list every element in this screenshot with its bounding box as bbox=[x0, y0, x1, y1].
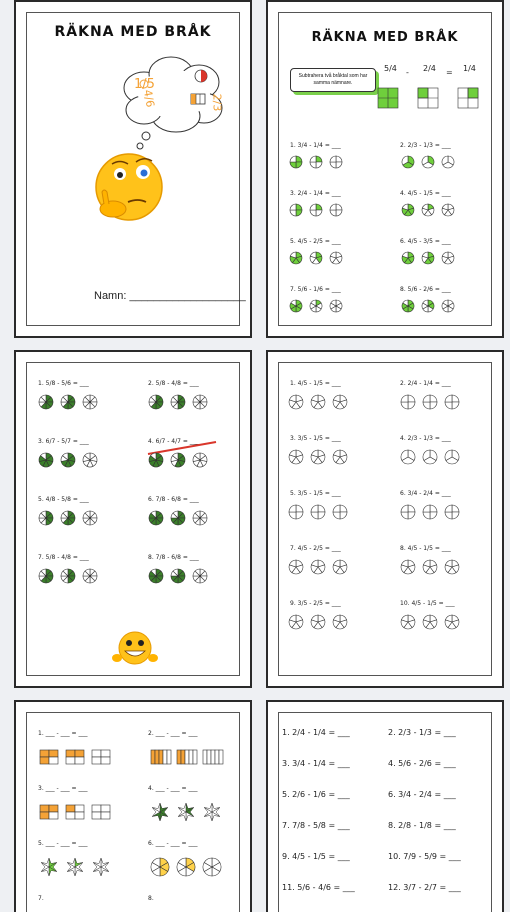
p3-problem-5-pie-3 bbox=[83, 511, 97, 525]
p2-problem-5-pie-3 bbox=[330, 252, 342, 264]
p2-problem-4-pie-2 bbox=[422, 204, 434, 216]
p3-problem-6-pie-1 bbox=[149, 511, 163, 525]
p5-problem-3-grid-3 bbox=[92, 805, 110, 819]
p3-problem-1-pie-2 bbox=[61, 395, 75, 409]
thought-pie-icon bbox=[195, 70, 207, 82]
problem-7: 7. 5/6 - 1/6 = ___ bbox=[290, 286, 341, 293]
thought-fraction-2: 4/6 bbox=[140, 88, 157, 109]
p4-problem-1-pie-1 bbox=[289, 395, 303, 409]
p4-problem-6-pie-2 bbox=[423, 505, 437, 519]
p4-problem-7-pie-3 bbox=[333, 560, 347, 574]
p4-problem-10-pie-2 bbox=[423, 615, 437, 629]
p2-problem-6-pie-2 bbox=[422, 252, 434, 264]
problem-5: 5. 2/6 - 1/6 = ___ bbox=[282, 790, 350, 799]
page-4-pie-diagrams bbox=[268, 352, 504, 688]
problem-3: 3. 6/7 - 5/7 = ___ bbox=[38, 438, 89, 445]
p3-problem-1-pie-1 bbox=[39, 395, 53, 409]
p5-problem-2-grid-1 bbox=[151, 750, 171, 764]
p5-problem-5-star-1 bbox=[41, 858, 57, 876]
problem-2: 2. 5/8 - 4/8 = ___ bbox=[148, 380, 199, 387]
p3-problem-2-pie-3 bbox=[193, 395, 207, 409]
p2-problem-3-pie-2 bbox=[310, 204, 322, 216]
cover-page[interactable] bbox=[14, 0, 252, 338]
p5-problem-6-hex-2 bbox=[177, 858, 195, 876]
p3-problem-8-pie-2 bbox=[171, 569, 185, 583]
example-result: 1/4 bbox=[463, 64, 476, 73]
p3-problem-8-pie-3 bbox=[193, 569, 207, 583]
problem-9: 9. 4/5 - 1/5 = ___ bbox=[282, 852, 350, 861]
p4-problem-6-pie-1 bbox=[401, 505, 415, 519]
example-equals: = bbox=[446, 68, 453, 77]
problem-1: 1. 2/4 - 1/4 = ___ bbox=[282, 728, 350, 737]
p3-problem-7-pie-1 bbox=[39, 569, 53, 583]
p4-problem-1-pie-2 bbox=[311, 395, 325, 409]
p3-problem-4-pie-3 bbox=[193, 453, 207, 467]
p2-problem-1-pie-2 bbox=[310, 156, 322, 168]
p4-problem-4-pie-1 bbox=[401, 450, 415, 464]
problem-3: 3. 2/4 - 1/4 = ___ bbox=[290, 190, 341, 197]
problem-7: 7. 5/8 - 4/8 = ___ bbox=[38, 554, 89, 561]
problem-2: 2. 2/4 - 1/4 = ___ bbox=[400, 380, 451, 387]
p5-problem-5-star-2 bbox=[67, 858, 83, 876]
p4-problem-3-pie-2 bbox=[311, 450, 325, 464]
p5-problem-1-grid-2 bbox=[66, 750, 84, 764]
p4-problem-2-pie-2 bbox=[423, 395, 437, 409]
p5-problem-2-grid-3 bbox=[203, 750, 223, 764]
problem-6: 6. 3/4 - 2/4 = ___ bbox=[388, 790, 456, 799]
problem-8: 8. 5/6 - 2/6 = ___ bbox=[400, 286, 451, 293]
p3-problem-6-pie-3 bbox=[193, 511, 207, 525]
worksheet-page-4[interactable] bbox=[266, 350, 504, 688]
name-field-label: Namn: ___________________ bbox=[94, 290, 246, 302]
page-3-pie-diagrams bbox=[16, 352, 252, 688]
p4-problem-10-pie-1 bbox=[401, 615, 415, 629]
p3-problem-5-pie-1 bbox=[39, 511, 53, 525]
p5-problem-4-star-2 bbox=[178, 803, 194, 821]
problem-5: 5. 4/8 - 5/8 = ___ bbox=[38, 496, 89, 503]
worksheet-page-2[interactable] bbox=[266, 0, 504, 338]
problem-11: 11. 5/6 - 4/6 = ___ bbox=[282, 883, 355, 892]
problem-4: 4. ___ - ___ = ___ bbox=[148, 785, 198, 792]
problem-4: 4. 6/7 - 4/7 = ___ bbox=[148, 438, 199, 445]
p3-problem-2-pie-2 bbox=[171, 395, 185, 409]
p3-problem-5-pie-2 bbox=[61, 511, 75, 525]
worksheet-page-5[interactable] bbox=[14, 700, 252, 912]
problem-4: 4. 2/3 - 1/3 = ___ bbox=[400, 435, 451, 442]
p2-problem-7-pie-2 bbox=[310, 300, 322, 312]
p2-problem-2-pie-3 bbox=[442, 156, 454, 168]
problem-8: 8. bbox=[148, 895, 154, 902]
p2-problem-8-pie-2 bbox=[422, 300, 434, 312]
p2-problem-7-pie-3 bbox=[330, 300, 342, 312]
p4-problem-8-pie-3 bbox=[445, 560, 459, 574]
example-minus: - bbox=[406, 68, 409, 77]
instruction-line-1: Subtrahera två bråktal som har bbox=[298, 73, 368, 79]
problem-6: 6. 4/5 - 3/5 = ___ bbox=[400, 238, 451, 245]
p2-problem-1-pie-1 bbox=[290, 156, 302, 168]
p4-problem-5-pie-3 bbox=[333, 505, 347, 519]
p4-problem-9-pie-2 bbox=[311, 615, 325, 629]
p3-problem-4-pie-2 bbox=[171, 453, 185, 467]
p2-problem-8-pie-3 bbox=[442, 300, 454, 312]
problem-8: 8. 7/8 - 6/8 = ___ bbox=[148, 554, 199, 561]
instruction-line-2: samma nämnare. bbox=[313, 80, 353, 86]
page-2-pie-diagrams bbox=[268, 2, 504, 338]
p2-problem-1-pie-3 bbox=[330, 156, 342, 168]
thinking-emoji-icon bbox=[96, 154, 162, 220]
smiling-emoji-icon bbox=[112, 632, 158, 664]
p5-problem-5-star-3 bbox=[93, 858, 109, 876]
example-term-2: 2/4 bbox=[423, 64, 436, 73]
problem-8: 8. 2/8 - 1/8 = ___ bbox=[388, 821, 456, 830]
problem-2: 2. 2/3 - 1/3 = ___ bbox=[388, 728, 456, 737]
p4-problem-9-pie-1 bbox=[289, 615, 303, 629]
p5-problem-4-star-3 bbox=[204, 803, 220, 821]
problem-5: 5. 3/5 - 1/5 = ___ bbox=[290, 490, 341, 497]
p2-problem-2-pie-2 bbox=[422, 156, 434, 168]
p4-problem-7-pie-2 bbox=[311, 560, 325, 574]
problem-12: 12. 3/7 - 2/7 = ___ bbox=[388, 883, 461, 892]
problem-1: 1. 5/8 - 5/6 = ___ bbox=[38, 380, 89, 387]
problem-1: 1. 3/4 - 1/4 = ___ bbox=[290, 142, 341, 149]
problem-5: 5. ___ - ___ = ___ bbox=[38, 840, 88, 847]
problem-3: 3. ___ - ___ = ___ bbox=[38, 785, 88, 792]
problem-4: 4. 4/5 - 1/5 = ___ bbox=[400, 190, 451, 197]
p3-problem-7-pie-3 bbox=[83, 569, 97, 583]
p2-problem-6-pie-1 bbox=[402, 252, 414, 264]
p2-problem-5-pie-2 bbox=[310, 252, 322, 264]
p4-problem-8-pie-2 bbox=[423, 560, 437, 574]
p4-problem-1-pie-3 bbox=[333, 395, 347, 409]
p4-problem-4-pie-2 bbox=[423, 450, 437, 464]
p4-problem-10-pie-3 bbox=[445, 615, 459, 629]
p5-problem-3-grid-1 bbox=[40, 805, 58, 819]
strike-through-line bbox=[148, 442, 216, 454]
p4-problem-3-pie-1 bbox=[289, 450, 303, 464]
problem-2: 2. ___ - ___ = ___ bbox=[148, 730, 198, 737]
p4-problem-9-pie-3 bbox=[333, 615, 347, 629]
p5-problem-1-grid-3 bbox=[92, 750, 110, 764]
problem-9: 9. 3/5 - 2/5 = ___ bbox=[290, 600, 341, 607]
p3-problem-1-pie-3 bbox=[83, 395, 97, 409]
problem-3: 3. 3/4 - 1/4 = ___ bbox=[282, 759, 350, 768]
problem-10: 10. 4/5 - 1/5 = ___ bbox=[400, 600, 455, 607]
p3-problem-6-pie-2 bbox=[171, 511, 185, 525]
p5-problem-2-grid-2 bbox=[177, 750, 197, 764]
p4-problem-3-pie-3 bbox=[333, 450, 347, 464]
p4-problem-2-pie-3 bbox=[445, 395, 459, 409]
p5-problem-6-hex-1 bbox=[151, 858, 169, 876]
p2-problem-4-pie-3 bbox=[442, 204, 454, 216]
problem-7: 7. 7/8 - 5/8 = ___ bbox=[282, 821, 350, 830]
p3-problem-4-pie-1 bbox=[149, 453, 163, 467]
p3-problem-3-pie-1 bbox=[39, 453, 53, 467]
problem-10: 10. 7/9 - 5/9 = ___ bbox=[388, 852, 461, 861]
thought-bar-icon bbox=[191, 94, 205, 104]
thought-cloud bbox=[124, 57, 222, 149]
p4-problem-4-pie-3 bbox=[445, 450, 459, 464]
p5-problem-6-hex-3 bbox=[203, 858, 221, 876]
p4-problem-5-pie-2 bbox=[311, 505, 325, 519]
worksheet-page-3[interactable] bbox=[14, 350, 252, 688]
page-5-shape-diagrams bbox=[16, 702, 252, 912]
example-term-1: 5/4 bbox=[384, 64, 397, 73]
problem-5: 5. 4/5 - 2/5 = ___ bbox=[290, 238, 341, 245]
problem-4: 4. 5/6 - 2/6 = ___ bbox=[388, 759, 456, 768]
page-2-title: RÄKNA MED BRÅK bbox=[311, 30, 459, 45]
thought-fraction-3: 2/3 bbox=[210, 93, 224, 112]
cover-title: RÄKNA MED BRÅK bbox=[54, 24, 212, 40]
problem-6: 6. 7/8 - 6/8 = ___ bbox=[148, 496, 199, 503]
p2-problem-3-pie-1 bbox=[290, 204, 302, 216]
p2-problem-5-pie-1 bbox=[290, 252, 302, 264]
p2-problem-7-pie-1 bbox=[290, 300, 302, 312]
p4-problem-8-pie-1 bbox=[401, 560, 415, 574]
p3-problem-2-pie-1 bbox=[149, 395, 163, 409]
p2-problem-8-pie-1 bbox=[402, 300, 414, 312]
p3-problem-7-pie-2 bbox=[61, 569, 75, 583]
problem-6: 6. ___ - ___ = ___ bbox=[148, 840, 198, 847]
problem-8: 8. 4/5 - 1/5 = ___ bbox=[400, 545, 451, 552]
p4-problem-5-pie-1 bbox=[289, 505, 303, 519]
p5-problem-1-grid-1 bbox=[40, 750, 58, 764]
problem-6: 6. 3/4 - 2/4 = ___ bbox=[400, 490, 451, 497]
p2-problem-4-pie-1 bbox=[402, 204, 414, 216]
p5-problem-4-star-1 bbox=[152, 803, 168, 821]
problem-7: 7. bbox=[38, 895, 44, 902]
problem-2: 2. 2/3 - 1/3 = ___ bbox=[400, 142, 451, 149]
p2-problem-3-pie-3 bbox=[330, 204, 342, 216]
p3-problem-3-pie-3 bbox=[83, 453, 97, 467]
p2-problem-2-pie-1 bbox=[402, 156, 414, 168]
p5-problem-3-grid-2 bbox=[66, 805, 84, 819]
p4-problem-7-pie-1 bbox=[289, 560, 303, 574]
p4-problem-6-pie-3 bbox=[445, 505, 459, 519]
worksheet-page-6[interactable] bbox=[266, 700, 504, 912]
cover-illustration bbox=[16, 2, 252, 338]
thought-fraction-1: 1/5 bbox=[134, 77, 155, 92]
p2-problem-6-pie-3 bbox=[442, 252, 454, 264]
p4-problem-2-pie-1 bbox=[401, 395, 415, 409]
problem-3: 3. 3/5 - 1/5 = ___ bbox=[290, 435, 341, 442]
problem-1: 1. 4/5 - 1/5 = ___ bbox=[290, 380, 341, 387]
p3-problem-3-pie-2 bbox=[61, 453, 75, 467]
problem-7: 7. 4/5 - 2/5 = ___ bbox=[290, 545, 341, 552]
page-6-frame bbox=[278, 712, 492, 912]
problem-1: 1. ___ - ___ = ___ bbox=[38, 730, 88, 737]
p3-problem-8-pie-1 bbox=[149, 569, 163, 583]
